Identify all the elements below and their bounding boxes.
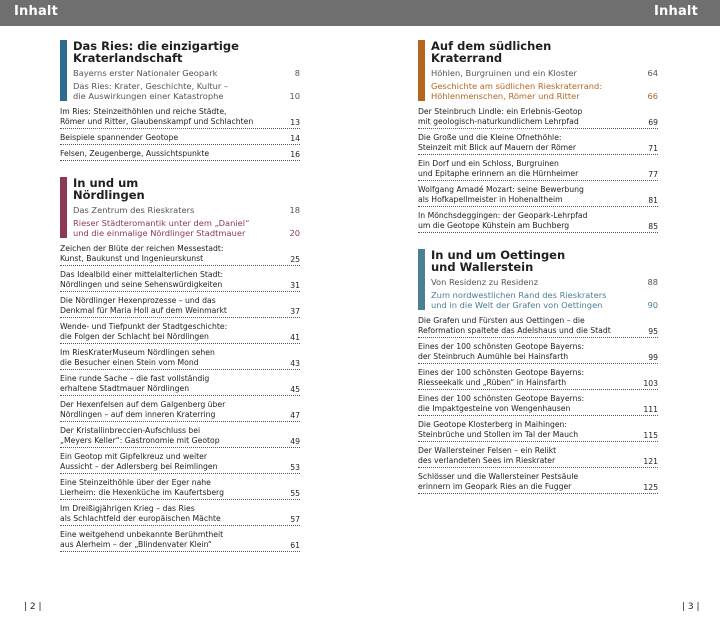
toc-entry-text: Eines der 100 schönsten Geotope Bayerns: der Steinbruch Aumühle bei Hainsfarth bbox=[418, 342, 585, 361]
page-number: 90 bbox=[647, 300, 658, 310]
toc-entry[interactable] bbox=[418, 394, 658, 416]
page-number: 25 bbox=[290, 255, 300, 264]
toc-entry-text: Die Nördlinger Hexenprozesse – und das Denkmal für Maria Holl auf dem Weinmarkt bbox=[60, 296, 227, 315]
toc-entry-text: Eine weitgehend unbekannte Berühmtheit aus Alerheim – der „Blindenvater Klein“ bbox=[60, 530, 224, 549]
toc-entry[interactable] bbox=[60, 244, 300, 266]
page-number: 31 bbox=[290, 281, 300, 290]
toc-entry-text: Felsen, Zeugenberge, Aussichtspunkte bbox=[60, 149, 210, 158]
toc-entry[interactable] bbox=[418, 342, 658, 364]
chapter-header bbox=[60, 177, 300, 238]
toc-entry-list bbox=[60, 244, 300, 552]
chapter-highlight-text: Das Ries: Krater, Geschichte, Kultur – die Auswirkungen einer Katastrophe bbox=[73, 81, 229, 101]
page-number: 95 bbox=[648, 327, 658, 336]
toc-entry[interactable] bbox=[60, 348, 300, 370]
chapter-highlight-text: Zum nordwestlichen Rand des Rieskraters und in die Welt der Grafen von Oettingen bbox=[431, 290, 607, 310]
toc-entry-text: Ein Dorf und ein Schloss, Burgruinen und Epitaphe erinnern an die Hürnheimer bbox=[418, 159, 579, 178]
chapter-subtitle-text: Das Zentrum des Rieskraters bbox=[73, 205, 195, 215]
toc-entry-text: Die Große und die Kleine Ofnethöhle: Steinzeit mit Blick auf Mauern der Römer bbox=[418, 133, 577, 152]
chapter-highlight[interactable] bbox=[431, 290, 658, 310]
toc-entry-text: Der Hexenfelsen auf dem Galgenberg über Nördlingen – auf dem inneren Kraterring bbox=[60, 400, 226, 419]
toc-entry-text: Eines der 100 schönsten Geotope Bayerns: die Impaktgesteine von Wengenhausen bbox=[418, 394, 585, 413]
chapter-color-bar bbox=[418, 40, 425, 101]
header-bar bbox=[0, 0, 720, 26]
chapter-color-bar bbox=[418, 249, 425, 310]
chapter-header bbox=[60, 40, 300, 101]
page-number: 121 bbox=[643, 457, 658, 466]
toc-entry-text: Wolfgang Amadé Mozart: seine Bewerbung als Hofkapellmeister in Hohenaltheim bbox=[418, 185, 584, 204]
page-number: 85 bbox=[648, 222, 658, 231]
chapter-header bbox=[418, 249, 658, 310]
page-number: 16 bbox=[290, 150, 300, 159]
toc-entry[interactable] bbox=[60, 504, 300, 526]
page-number: 49 bbox=[290, 437, 300, 446]
page-number: 20 bbox=[289, 228, 300, 238]
toc-entry[interactable] bbox=[60, 322, 300, 344]
chapter-subtitle-text: Von Residenz zu Residenz bbox=[431, 277, 539, 287]
toc-entry[interactable] bbox=[60, 296, 300, 318]
toc-entry-text: Im RiesKraterMuseum Nördlingen sehen die Besucher einen Stein vom Mond bbox=[60, 348, 215, 367]
page-number: 66 bbox=[647, 91, 658, 101]
toc-entry[interactable] bbox=[418, 472, 658, 494]
page-number: 37 bbox=[290, 307, 300, 316]
right-toc-column bbox=[418, 40, 658, 510]
chapter-subtitle[interactable] bbox=[73, 68, 300, 78]
toc-entry[interactable] bbox=[418, 159, 658, 181]
chapter-subtitle[interactable] bbox=[73, 205, 300, 215]
toc-entry[interactable] bbox=[60, 530, 300, 552]
page-number: 55 bbox=[290, 489, 300, 498]
toc-entry[interactable] bbox=[60, 400, 300, 422]
toc-entry[interactable] bbox=[418, 185, 658, 207]
toc-entry-text: Im Dreißigjährigen Krieg – das Ries als Schlachtfeld der europäischen Mächte bbox=[60, 504, 221, 523]
page-number: 57 bbox=[290, 515, 300, 524]
toc-entry[interactable] bbox=[60, 426, 300, 448]
toc-entry-text: Schlösser und die Wallersteiner Pestsäule erinnern im Geopark Ries an die Fugger bbox=[418, 472, 579, 491]
toc-entry[interactable] bbox=[60, 270, 300, 292]
toc-entry[interactable] bbox=[418, 420, 658, 442]
toc-entry-text: Zeichen der Blüte der reichen Messestadt: Kunst, Baukunst und Ingenieurskunst bbox=[60, 244, 224, 263]
page-number: 61 bbox=[290, 541, 300, 550]
chapter-title: In und um Oettingen und Wallerstein bbox=[431, 248, 566, 274]
chapter-subtitle[interactable] bbox=[431, 277, 658, 287]
page-number: 41 bbox=[290, 333, 300, 342]
page-number: 64 bbox=[647, 68, 658, 78]
chapter-title: Das Ries: die einzigartige Kraterlandschaft bbox=[73, 39, 239, 65]
toc-entry-list bbox=[418, 107, 658, 233]
page-number: 69 bbox=[648, 118, 658, 127]
chapter-color-bar bbox=[60, 177, 67, 238]
toc-entry-text: Der Wallersteiner Felsen – ein Relikt des verlandeten Sees im Rieskrater bbox=[418, 446, 557, 465]
page-number: 8 bbox=[294, 68, 300, 78]
toc-entry[interactable] bbox=[60, 149, 300, 161]
toc-entry[interactable] bbox=[418, 446, 658, 468]
page-number: 47 bbox=[290, 411, 300, 420]
page-number: 81 bbox=[648, 196, 658, 205]
toc-entry-text: In Mönchsdeggingen: der Geopark-Lehrpfad um die Geotope Kühstein am Buchberg bbox=[418, 211, 588, 230]
page-number: 10 bbox=[289, 91, 300, 101]
chapter-title: Auf dem südlichen Kraterrand bbox=[431, 39, 552, 65]
left-toc-column bbox=[60, 40, 300, 568]
chapter-highlight-text: Rieser Städteromantik unter dem „Daniel“ und die einmalige Nördlinger Stadtmauer bbox=[73, 218, 250, 238]
page-number: 88 bbox=[647, 277, 658, 287]
toc-entry-text: Im Ries: Steinzeithöhlen und reiche Städte, Römer und Ritter, Glaubenskampf und Schlachten bbox=[60, 107, 254, 126]
toc-entry-text: Der Kristallinbreccien-Aufschluss bei „Meyers Keller“: Gastronomie mit Geotop bbox=[60, 426, 220, 445]
page-number: 77 bbox=[648, 170, 658, 179]
toc-entry-text: Eine Steinzeithöhle über der Eger nahe Lierheim: die Hexenküche im Kaufertsberg bbox=[60, 478, 224, 497]
chapter-highlight[interactable] bbox=[73, 218, 300, 238]
chapter-highlight[interactable] bbox=[431, 81, 658, 101]
page-number: 115 bbox=[643, 431, 658, 440]
toc-entry[interactable] bbox=[418, 368, 658, 390]
page-number: 71 bbox=[648, 144, 658, 153]
left-page-heading: Inhalt bbox=[14, 4, 58, 19]
page-number: 13 bbox=[290, 118, 300, 127]
page-number: 99 bbox=[648, 353, 658, 362]
page-number: 103 bbox=[643, 379, 658, 388]
toc-entry-text: Eines der 100 schönsten Geotope Bayerns: Riesseekalk und „Rüben“ in Hainsfarth bbox=[418, 368, 585, 387]
left-page-number: | 2 | bbox=[24, 602, 42, 612]
toc-entry-text: Eine runde Sache – die fast vollständig erhaltene Stadtmauer Nördlingen bbox=[60, 374, 210, 393]
page-number: 18 bbox=[289, 205, 300, 215]
toc-entry-list bbox=[418, 316, 658, 494]
toc-entry-text: Beispiele spannender Geotope bbox=[60, 133, 179, 142]
chapter-subtitle-text: Bayerns erster Nationaler Geopark bbox=[73, 68, 218, 78]
chapter-subtitle[interactable] bbox=[431, 68, 658, 78]
toc-entry[interactable] bbox=[60, 374, 300, 396]
toc-entry-text: Der Steinbruch Lindle: ein Erlebnis-Geotop mit geologisch-naturkundlichem Lehrpfad bbox=[418, 107, 583, 126]
chapter-color-bar bbox=[60, 40, 67, 101]
toc-entry-text: Ein Geotop mit Gipfelkreuz und weiter Aussicht – der Adlersberg bei Reimlingen bbox=[60, 452, 218, 471]
toc-entry-text: Die Grafen und Fürsten aus Oettingen – die Reformation spaltete das Adelshaus und die Stadt bbox=[418, 316, 611, 335]
toc-entry-text: Wende- und Tiefpunkt der Stadtgeschichte: die Folgen der Schlacht bei Nördlingen bbox=[60, 322, 228, 341]
page-number: 45 bbox=[290, 385, 300, 394]
right-page-number: | 3 | bbox=[682, 602, 700, 612]
toc-entry[interactable] bbox=[60, 452, 300, 474]
chapter-title: In und um Nördlingen bbox=[73, 176, 145, 202]
chapter-header bbox=[418, 40, 658, 101]
chapter-highlight-text: Geschichte am südlichen Rieskraterrand: Höhlenmenschen, Römer und Ritter bbox=[431, 81, 603, 101]
right-page-heading: Inhalt bbox=[654, 4, 698, 19]
toc-entry-list bbox=[60, 107, 300, 161]
toc-entry-text: Die Geotope Klosterberg in Maihingen: Steinbrüche und Stollen im Tal der Mauch bbox=[418, 420, 579, 439]
page-number: 14 bbox=[290, 134, 300, 143]
page-number: 125 bbox=[643, 483, 658, 492]
page-number: 111 bbox=[643, 405, 658, 414]
toc-entry[interactable] bbox=[60, 107, 300, 129]
toc-entry-text: Das Idealbild einer mittelalterlichen Stadt: Nördlingen und seine Sehenswürdigkeiten bbox=[60, 270, 224, 289]
toc-entry[interactable] bbox=[418, 107, 658, 129]
toc-entry[interactable] bbox=[60, 133, 300, 145]
toc-entry[interactable] bbox=[418, 133, 658, 155]
toc-entry[interactable] bbox=[418, 316, 658, 338]
toc-entry[interactable] bbox=[418, 211, 658, 233]
page-number: 53 bbox=[290, 463, 300, 472]
chapter-highlight[interactable] bbox=[73, 81, 300, 101]
toc-entry[interactable] bbox=[60, 478, 300, 500]
chapter-subtitle-text: Höhlen, Burgruinen und ein Kloster bbox=[431, 68, 577, 78]
page-number: 43 bbox=[290, 359, 300, 368]
